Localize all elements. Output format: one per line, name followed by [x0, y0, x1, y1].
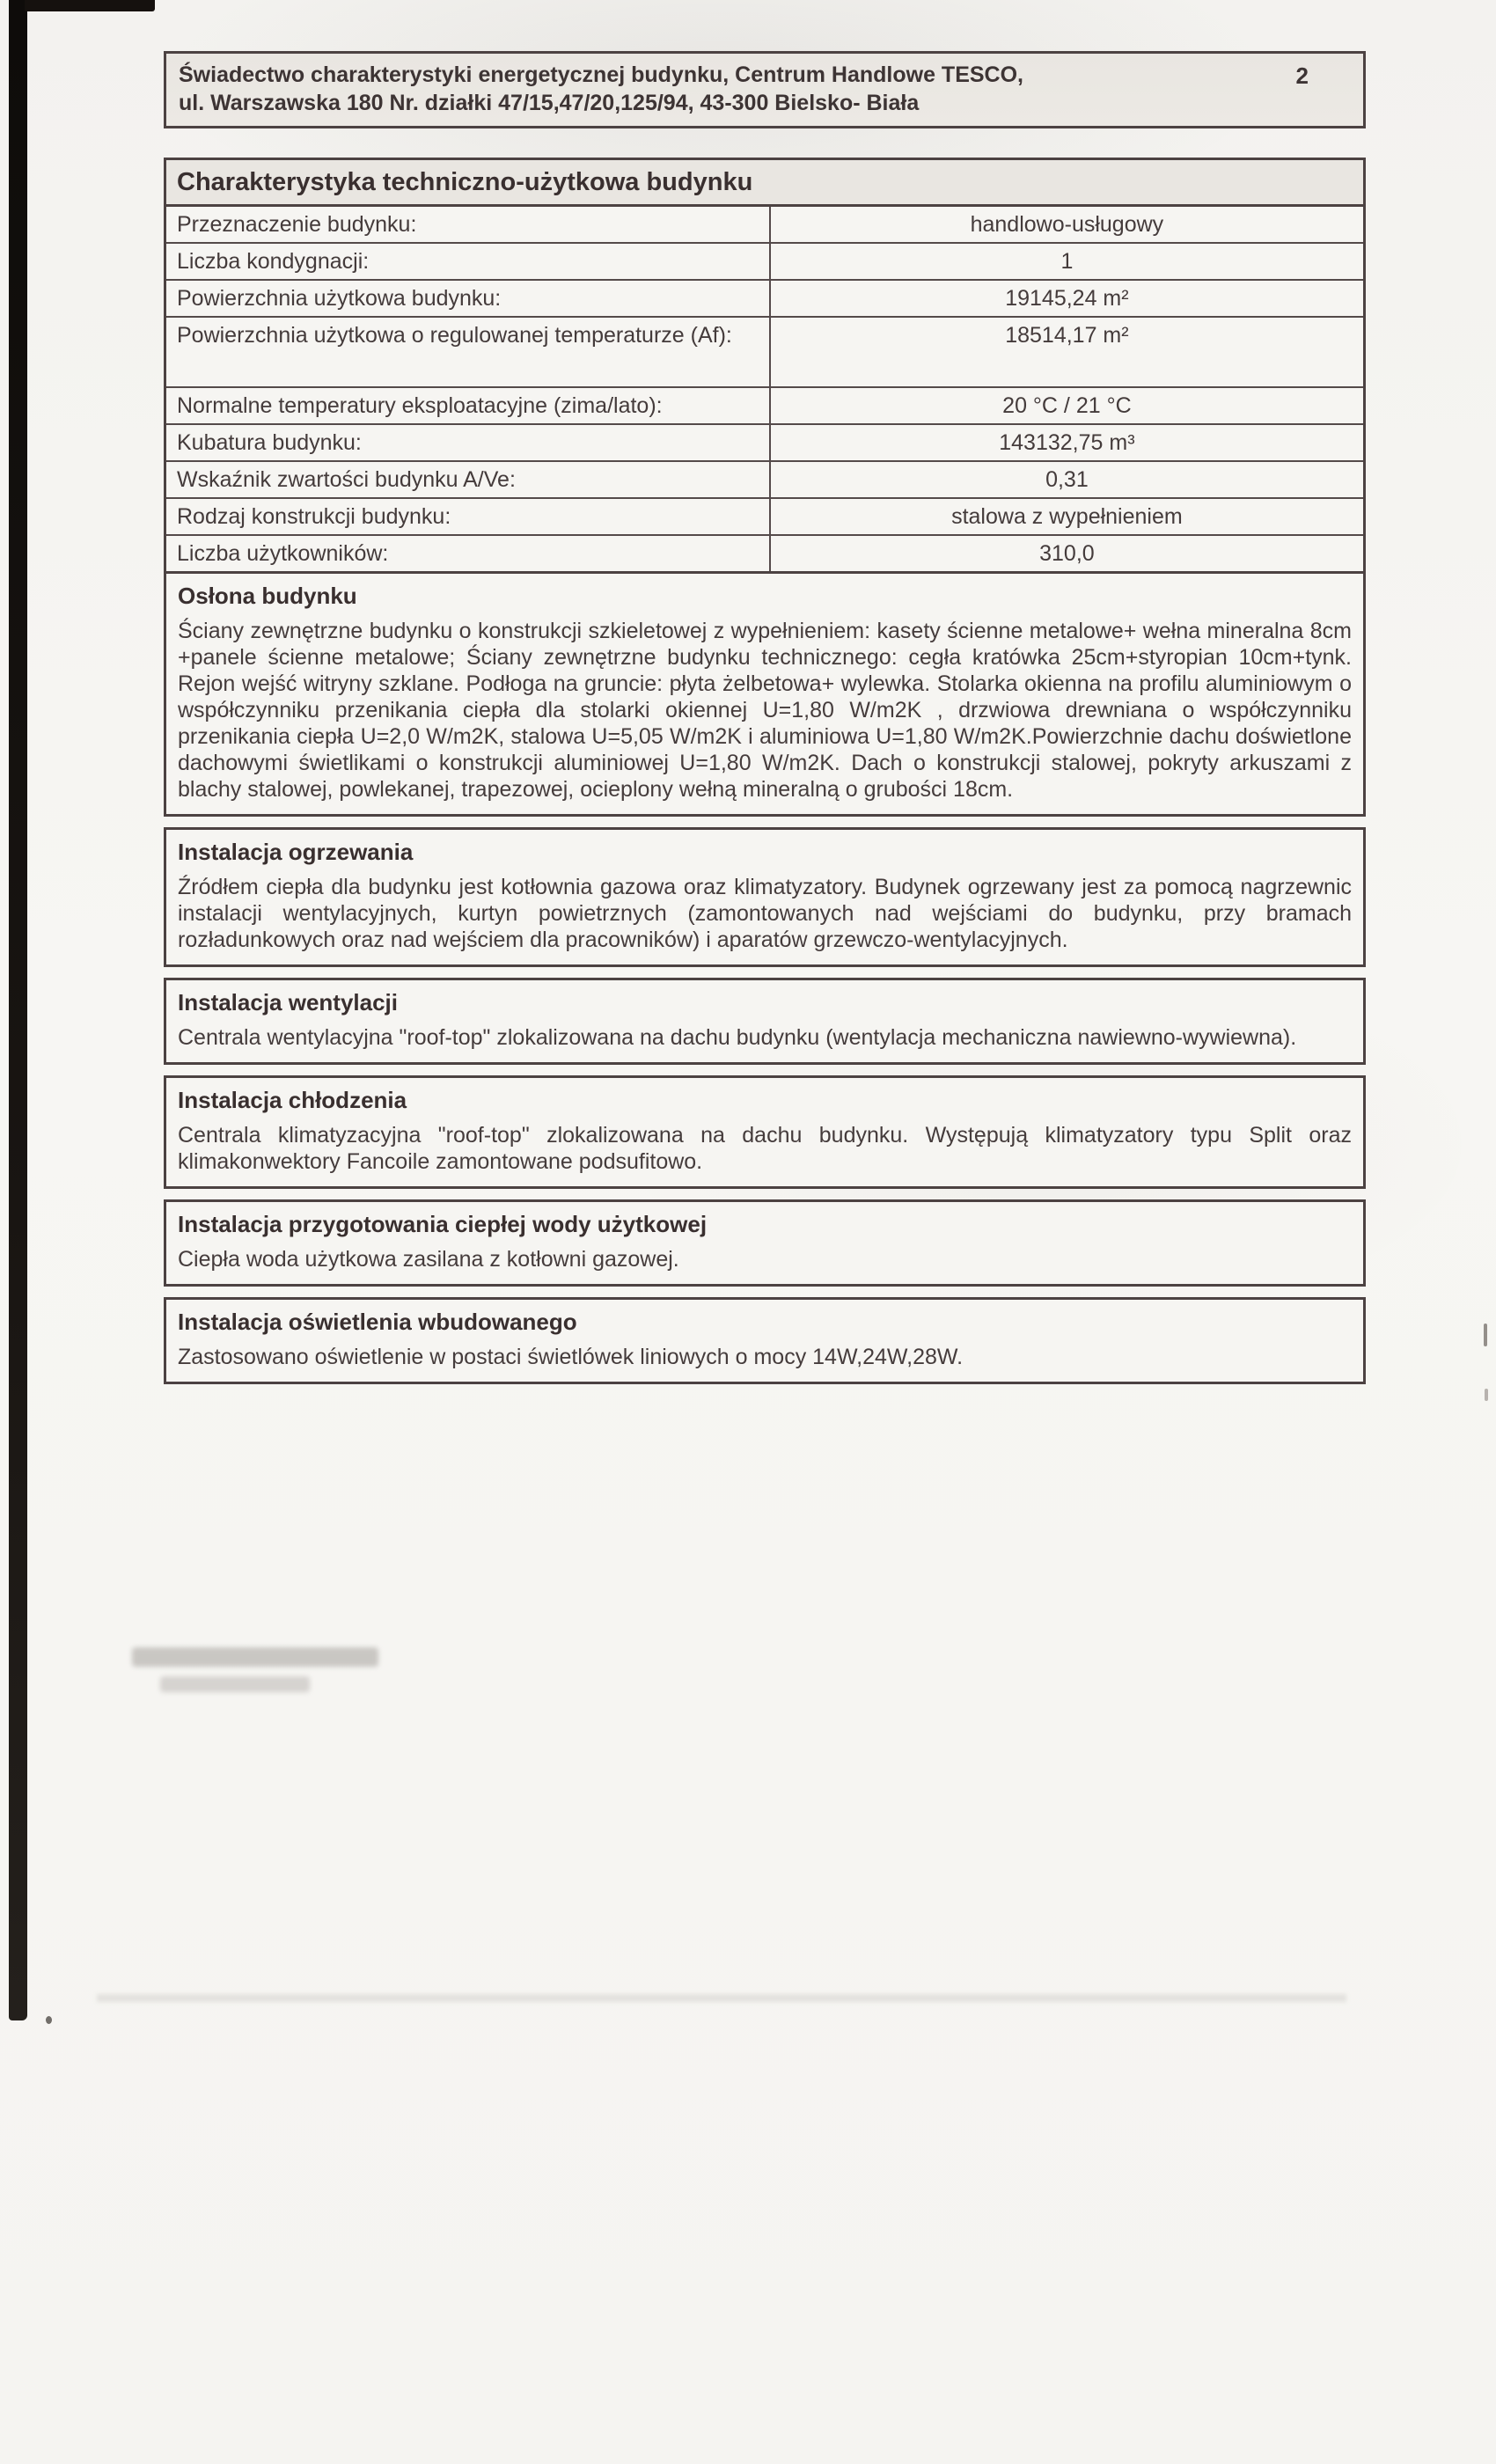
row-label: Normalne temperatury eksploatacyjne (zima/lato): [166, 388, 771, 423]
row-label: Liczba użytkowników: [166, 536, 771, 571]
table-row [166, 388, 1363, 425]
table-row [166, 425, 1363, 462]
section-body: Źródłem ciepła dla budynku jest kotłownia gazowa oraz klimatyzatory. Budynek ogrzewany jest za pomocą nagrzewnic instalacji wentylacyjnych, kurtyn powietrznych (zamontowanych nad wejściami do budynku, przy bramach rozładunkowych oraz nad wejściem dla pracowników) i aparatów grzewczo-wentylacyjnych. [178, 875, 1352, 952]
section-body: Centrala klimatyzacyjna "roof-top" zlokalizowana na dachu budynku. Występują klimatyzatory typu Split oraz klimakonwektory Fancoile zamontowane podsufitowo. [178, 1123, 1352, 1174]
characteristics-table [164, 158, 1366, 574]
document-header [164, 51, 1366, 128]
scan-artifact-tick [1485, 1389, 1488, 1401]
scan-artifact-top-bar [25, 0, 155, 11]
row-value: 143132,75 m³ [999, 430, 1135, 455]
row-value: stalowa z wypełnieniem [951, 504, 1183, 529]
row-value: 310,0 [1039, 541, 1095, 566]
table-title: Charakterystyka techniczno-użytkowa budynku [166, 160, 1363, 207]
section-title: Instalacja wentylacji [178, 989, 399, 1016]
header-line-2: ul. Warszawska 180 Nr. działki 47/15,47/20,125/94, 43-300 Bielsko- Biała [179, 91, 920, 115]
row-label: Powierzchnia użytkowa budynku: [166, 281, 771, 316]
scan-artifact-smudge [132, 1647, 378, 1667]
row-label: Przeznaczenie budynku: [166, 207, 771, 242]
section-body: Ściany zewnętrzne budynku o konstrukcji szkieletowej z wypełnieniem: kasety ścienne metalowe+ wełna mineralna 8cm +panele ścienne metalowe; Ściany zewnętrzne budynku technicznego: cegła kratówka 25cm+styropian 10cm+tynk. Rejon wejść witryny szklane. Podłoga na gruncie: płyta żelbetowa+ wylewka. Stolarka okienna na profilu aluminiowym o współczynniku przenikania ciepła dla stolarki okiennej U=1,80 W/m2K , drzwiowa drewniana o współczynniku przenikania ciepła U=2,0 W/m2K, stalowa U=5,05 W/m2K i aluminiowa U=1,80 W/m2K.Powierzchnie dachu doświetlone dachowymi świetlikami o konstrukcji aluminiowej U=1,80 W/m2K. Dach o konstrukcji stalowej, pokryty arkuszami z blachy stalowej, powlekanej, trapezowej, ocieplony wełną mineralną o grubości 18cm. [178, 619, 1352, 802]
row-value: 1 [1060, 249, 1074, 274]
table-row [166, 536, 1363, 571]
table-row [166, 499, 1363, 536]
section-builtin-lighting-installation [164, 1297, 1366, 1384]
table-row [166, 244, 1363, 281]
section-cooling-installation [164, 1075, 1366, 1189]
row-value: 19145,24 m² [1005, 286, 1129, 311]
scan-artifact-dot [46, 2016, 52, 2024]
row-value: 0,31 [1045, 467, 1089, 492]
table-row [166, 462, 1363, 499]
section-ventilation-installation [164, 978, 1366, 1065]
section-title: Instalacja ogrzewania [178, 839, 414, 865]
section-title: Instalacja przygotowania ciepłej wody użytkowej [178, 1211, 708, 1237]
header-line-1: Świadectwo charakterystyki energetycznej budynku, Centrum Handlowe TESCO, [179, 62, 1023, 87]
section-hot-water-installation [164, 1199, 1366, 1287]
section-title: Osłona budynku [178, 583, 357, 609]
section-title: Instalacja chłodzenia [178, 1087, 407, 1113]
scan-artifact-smudge [160, 1676, 310, 1692]
section-body: Ciepła woda użytkowa zasilana z kotłowni gazowej. [178, 1247, 679, 1272]
page-number: 2 [1295, 62, 1309, 89]
row-label: Kubatura budynku: [166, 425, 771, 460]
row-value: 20 °C / 21 °C [1002, 393, 1132, 418]
section-body: Centrala wentylacyjna "roof-top" zlokalizowana na dachu budynku (wentylacja mechaniczna nawiewno-wywiewna). [178, 1025, 1297, 1050]
document-content [164, 51, 1366, 1384]
section-heating-installation [164, 827, 1366, 967]
table-row [166, 281, 1363, 318]
section-building-envelope [164, 571, 1366, 817]
row-label: Rodzaj konstrukcji budynku: [166, 499, 771, 534]
row-value: handlowo-usługowy [970, 212, 1164, 237]
section-title: Instalacja oświetlenia wbudowanego [178, 1309, 577, 1335]
row-value: 18514,17 m² [1005, 323, 1129, 348]
table-row [166, 318, 1363, 388]
row-label: Wskaźnik zwartości budynku A/Ve: [166, 462, 771, 497]
table-row [166, 207, 1363, 244]
scan-artifact-left-bar [9, 0, 27, 2020]
section-body: Zastosowano oświetlenie w postaci świetlówek liniowych o mocy 14W,24W,28W. [178, 1345, 964, 1369]
scan-artifact-tick [1484, 1324, 1487, 1346]
row-label: Powierzchnia użytkowa o regulowanej temperaturze (Af): [166, 318, 771, 386]
scan-artifact-streak [97, 1994, 1346, 2002]
row-label: Liczba kondygnacji: [166, 244, 771, 279]
